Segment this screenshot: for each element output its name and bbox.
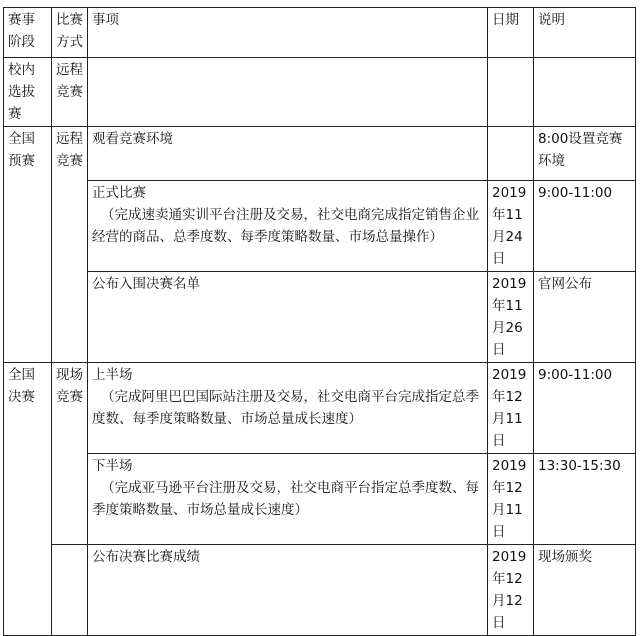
final-item-2: [88, 454, 488, 545]
prelim-date-1: [488, 127, 534, 181]
prelim-row-1: [4, 127, 636, 181]
final-row-2: [4, 454, 636, 545]
final-item-1-title: 上半场: [92, 367, 133, 383]
final-note-2: 13:30-15:30: [534, 454, 636, 545]
prelim-date-2: 2019年11月24日: [488, 181, 534, 272]
final-mode-empty: [52, 545, 88, 636]
prelim-item-2: [88, 181, 488, 272]
header-date: 日期: [488, 8, 534, 58]
prelim-item-2-title: 正式比赛: [92, 185, 146, 201]
header-note: 说明: [534, 8, 636, 58]
prelim-note-1: 8:00设置竞赛环境: [534, 127, 636, 181]
prelim-note-2: 9:00-11:00: [534, 181, 636, 272]
final-row-1: [4, 363, 636, 454]
final-note-1: 9:00-11:00: [534, 363, 636, 454]
prelim-item-2-detail: （完成速卖通实训平台注册及交易，社交电商完成指定销售企业经营的商品、总季度数、每季度策略数量、市场总量操作）: [92, 207, 479, 245]
competition-schedule-table: [3, 7, 636, 636]
header-item: 事项: [88, 8, 488, 58]
final-item-2-title: 下半场: [92, 458, 133, 474]
final-item-3: 公布决赛比赛成绩: [88, 545, 488, 636]
header-row: [4, 8, 636, 58]
final-item-2-detail: （完成亚马逊平台注册及交易，社交电商平台指定总季度数、每季度策略数量、市场总量成长速度）: [92, 480, 479, 518]
prelim-item-1: 观看竞赛环境: [88, 127, 488, 181]
final-note-3: 现场颁奖: [534, 545, 636, 636]
prelim-date-3: 2019年11月26日: [488, 272, 534, 363]
final-date-1: 2019年12月11日: [488, 363, 534, 454]
campus-row: [4, 58, 636, 127]
prelim-row-2: [4, 181, 636, 272]
campus-mode: 远程竞赛: [52, 58, 88, 127]
campus-item: [88, 58, 488, 127]
prelim-mode: 远程竞赛: [52, 127, 88, 363]
final-mode: 现场竞赛: [52, 363, 88, 545]
final-row-3: [4, 545, 636, 636]
prelim-stage: 全国预赛: [4, 127, 52, 363]
campus-stage: 校内选拔赛: [4, 58, 52, 127]
header-stage: 赛事阶段: [4, 8, 52, 58]
final-item-1-detail: （完成阿里巴巴国际站注册及交易，社交电商平台完成指定总季度数、每季度策略数量、市场总量成长速度）: [92, 389, 479, 427]
prelim-row-3: [4, 272, 636, 363]
final-date-2: 2019年12月11日: [488, 454, 534, 545]
campus-date: [488, 58, 534, 127]
final-date-3: 2019年12月12日: [488, 545, 534, 636]
prelim-item-3: 公布入围决赛名单: [88, 272, 488, 363]
final-item-1: [88, 363, 488, 454]
campus-note: [534, 58, 636, 127]
final-stage: 全国决赛: [4, 363, 52, 636]
header-mode: 比赛方式: [52, 8, 88, 58]
prelim-note-3: 官网公布: [534, 272, 636, 363]
